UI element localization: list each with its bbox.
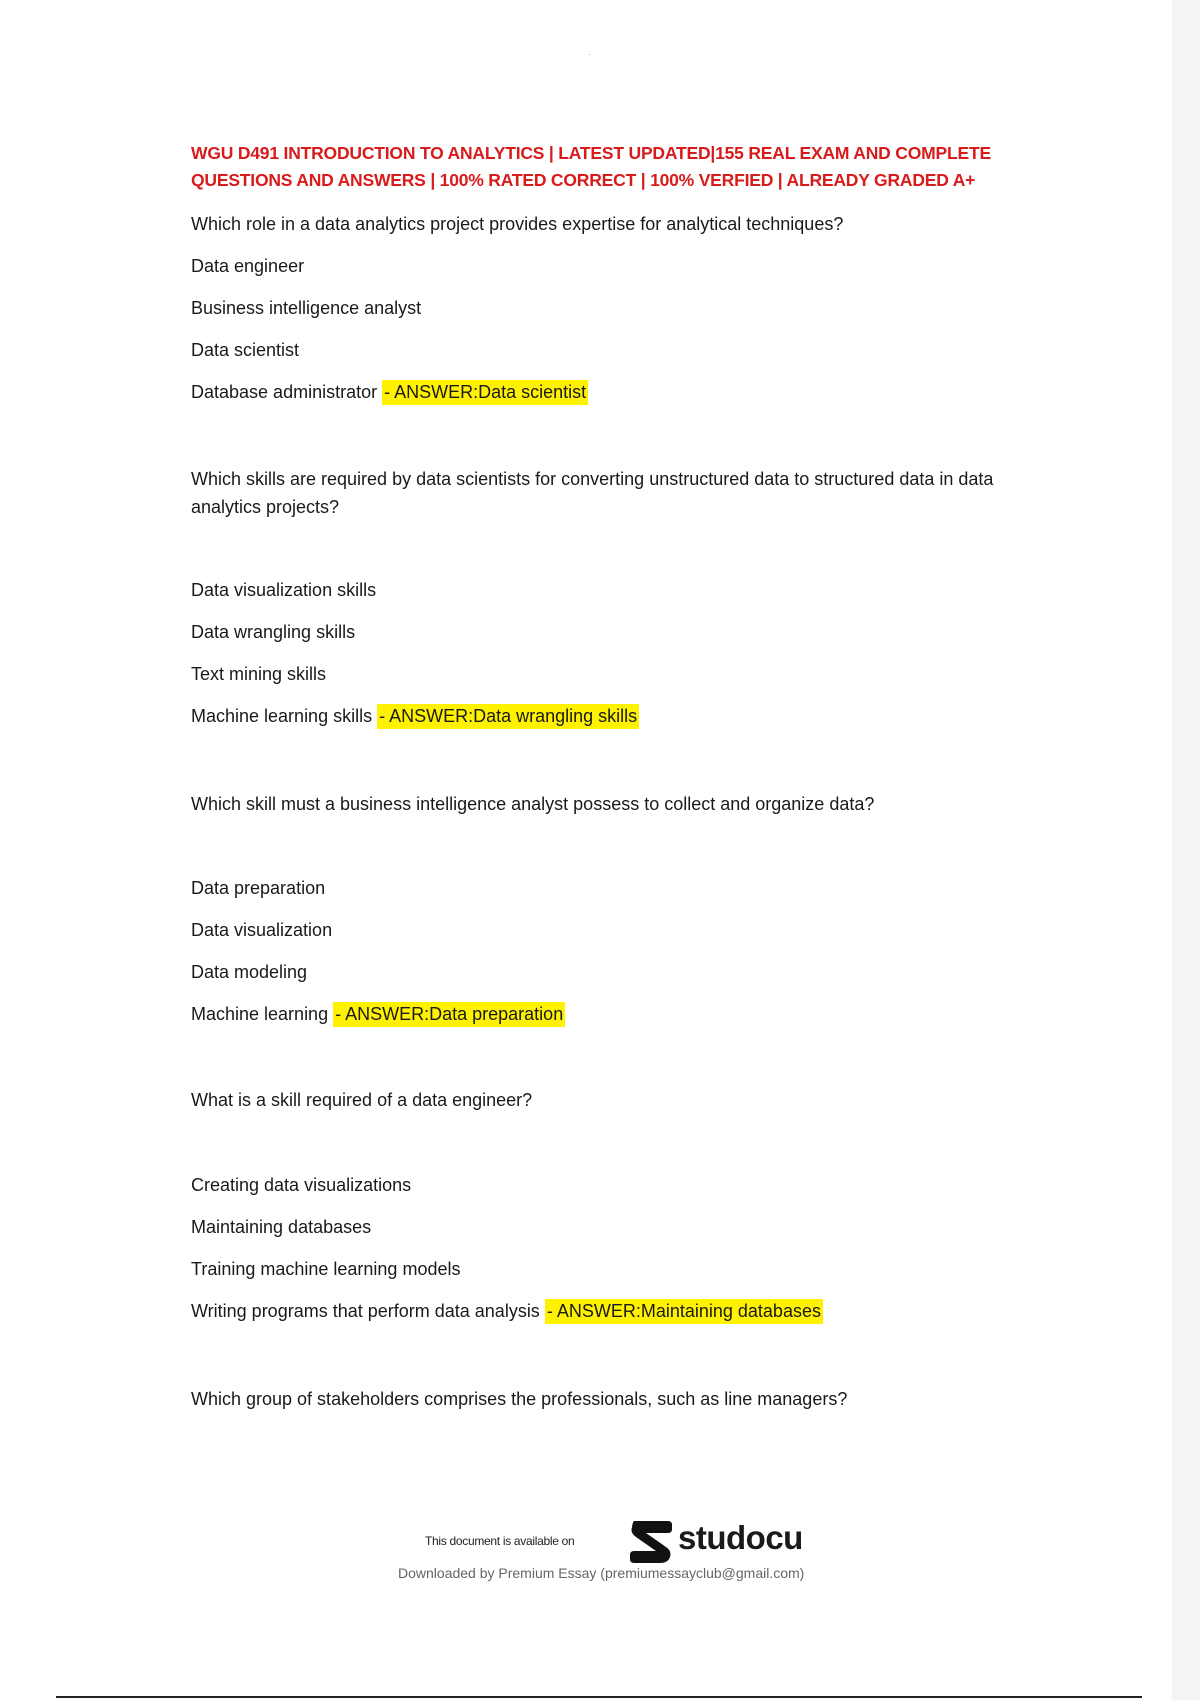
option-item: Writing programs that perform data analysis bbox=[191, 1301, 540, 1321]
answer-highlight: - ANSWER:Data preparation bbox=[333, 1002, 565, 1027]
option-with-answer bbox=[191, 1299, 823, 1323]
option-item: Data engineer bbox=[191, 256, 305, 276]
page-mark: · bbox=[588, 50, 591, 59]
option-item: Training machine learning models bbox=[191, 1259, 461, 1279]
option-with-answer bbox=[191, 1002, 565, 1026]
bottom-divider bbox=[56, 1696, 1142, 1698]
question-text: Which skills are required by data scientists for converting unstructured data to structured data in data analytics projects? bbox=[191, 469, 994, 517]
document-title: WGU D491 INTRODUCTION TO ANALYTICS | LATEST UPDATED|155 REAL EXAM AND COMPLETE QUESTIONS AND ANSWERS | 100% RATED CORRECT | 100% VERFIED | ALREADY GRADED A+ bbox=[191, 143, 991, 190]
option-with-answer bbox=[191, 380, 588, 404]
option-item: Data scientist bbox=[191, 340, 300, 360]
studocu-logo-text[interactable]: studocu bbox=[678, 1519, 803, 1556]
availability-text: This document is available on bbox=[425, 1534, 575, 1548]
option-item: Machine learning bbox=[191, 1004, 329, 1024]
option-item: Data modeling bbox=[191, 962, 308, 982]
question-text: Which role in a data analytics project provides expertise for analytical techniques? bbox=[191, 214, 844, 234]
option-item: Data visualization skills bbox=[191, 580, 377, 600]
answer-highlight: - ANSWER:Data wrangling skills bbox=[377, 704, 639, 729]
option-item: Creating data visualizations bbox=[191, 1175, 412, 1195]
option-item: Data preparation bbox=[191, 878, 326, 898]
question-text: Which skill must a business intelligence analyst possess to collect and organize data? bbox=[191, 794, 875, 814]
answer-highlight: - ANSWER:Maintaining databases bbox=[545, 1299, 823, 1324]
option-item: Data visualization bbox=[191, 920, 333, 940]
option-item: Data wrangling skills bbox=[191, 622, 356, 642]
option-item: Database administrator bbox=[191, 382, 378, 402]
question-text: Which group of stakeholders comprises the professionals, such as line managers? bbox=[191, 1389, 848, 1409]
studocu-logo-icon[interactable] bbox=[628, 1517, 674, 1565]
option-item: Maintaining databases bbox=[191, 1217, 372, 1237]
question-text: What is a skill required of a data engineer? bbox=[191, 1090, 533, 1110]
download-note: Downloaded by Premium Essay (premiumessayclub@gmail.com) bbox=[398, 1565, 805, 1581]
option-item: Text mining skills bbox=[191, 664, 327, 684]
option-item: Business intelligence analyst bbox=[191, 298, 422, 318]
footer bbox=[0, 1515, 1172, 1595]
option-with-answer bbox=[191, 704, 639, 728]
option-item: Machine learning skills bbox=[191, 706, 373, 726]
answer-highlight: - ANSWER:Data scientist bbox=[382, 380, 588, 405]
